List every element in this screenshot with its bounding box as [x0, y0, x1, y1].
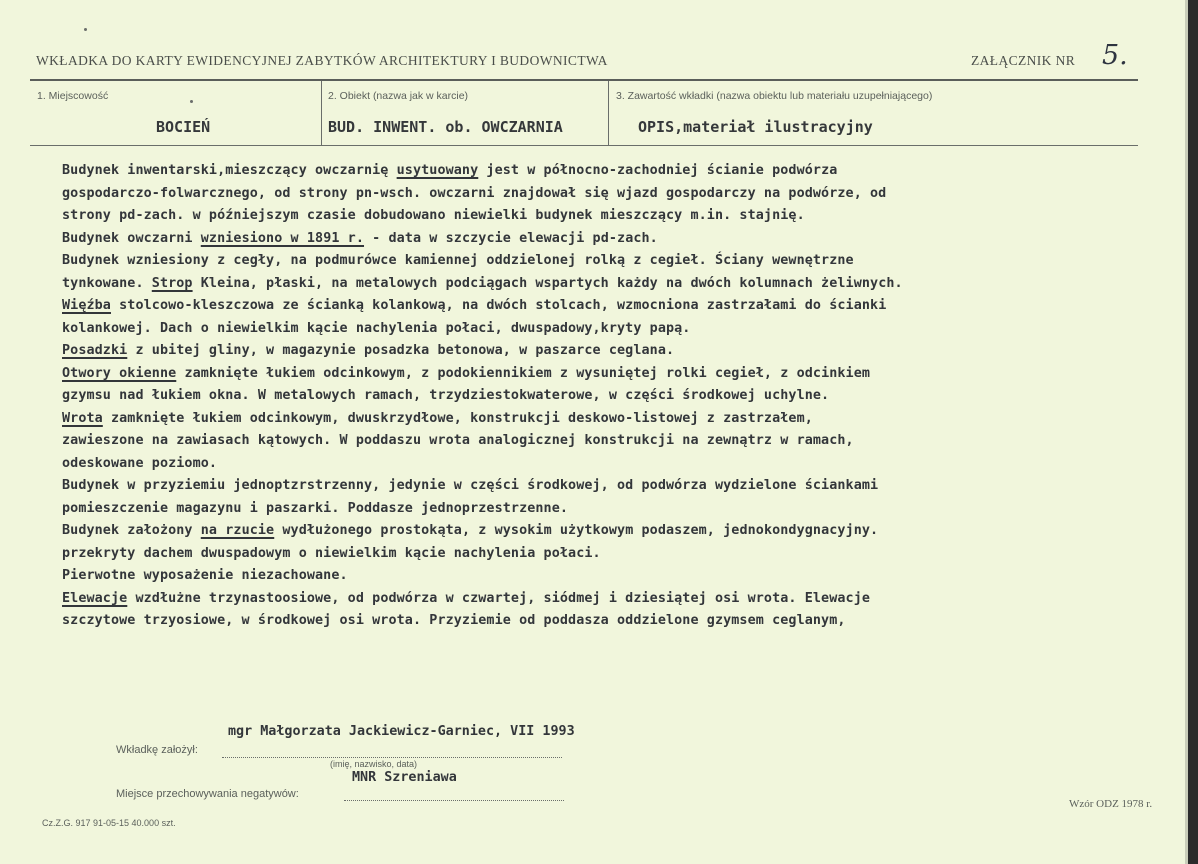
text-line-19: Pierwotne wyposażenie niezachowane. — [62, 568, 348, 583]
term-location: usytuowany — [396, 163, 479, 178]
object-value: BUD. INWENT. ob. OWCZARNIA — [328, 118, 563, 136]
text-line-12: Wrota zamknięte łukiem odcinkowym, dwuskrzydłowe, konstrukcji deskowo-listowej z zastrzałem, — [62, 410, 813, 426]
term-erected: wzniesiono w 1891 r. — [200, 230, 365, 246]
annex-label: ZAŁĄCZNIK NR — [971, 53, 1076, 68]
text-line-2: gospodarczo-folwarcznego, od strony pn-wsch. owczarni znajdował się wjazd gospodarczy na podwórze, od — [62, 185, 887, 201]
object-label: 2. Obiekt (nazwa jak w karcie) — [328, 90, 469, 102]
field-divider-1 — [321, 81, 322, 145]
negatives-value: MNR Szreniawa — [352, 770, 457, 785]
text-line-15: Budynek w przyziemiu jednoptzrstrzenny, jedynie w części środkowej, od podwórza wydzielone ściankami — [62, 478, 879, 493]
text-line-3: strony pd-zach. w późniejszym czasie dobudowano niewielki budynek mieszczący m.in. stajnię. — [62, 208, 805, 223]
text-line-14: odeskowane poziomo. — [62, 455, 218, 471]
locality-value: BOCIEŃ — [156, 118, 211, 136]
scan-speck — [190, 100, 193, 103]
fields-rule — [30, 145, 1138, 146]
form-title: WKŁADKA DO KARTY EWIDENCYJNEJ ZABYTKÓW ARCHITEKTURY I BUDOWNICTWA — [36, 53, 608, 68]
text-line-16: pomieszczenie magazynu i paszarki. Poddasze jednoprzestrzenne. — [62, 500, 569, 516]
text-line-13: zawieszone na zawiasach kątowych. W poddaszu wrota analogicznej konstrukcji na zewnątrz w ramach, — [62, 433, 854, 448]
text-line-7: Więźba stolcowo-kleszczowa ze ścianką kolankową, na dwóch stolcach, wzmocniona zastrzałami do ścianki — [62, 298, 887, 313]
text-line-8: kolankowej. Dach o niewielkim kącie nachylenia połaci, dwuspadowy,kryty papą. — [62, 320, 691, 336]
annex-number: 5. — [1102, 40, 1128, 71]
term-floors: Posadzki — [62, 343, 128, 358]
term-elevations: Elewacje — [62, 590, 128, 606]
text-line-18: przekryty dachem dwuspadowym o niewielkim kącie nachylenia połaci. — [62, 545, 601, 561]
negatives-line — [344, 800, 564, 801]
locality-label: 1. Miejscowość — [37, 90, 109, 102]
term-ceiling: Strop — [151, 275, 193, 291]
prepared-by-hint: (imię, nazwisko, data) — [330, 759, 418, 769]
text-line-10: Otwory okienne zamknięte łukiem odcinkowym, z podokiennikiem z wysuniętej rolki cegieł, z odcinkiem — [62, 365, 871, 381]
prepared-by-label: Wkładkę założył: — [116, 744, 198, 756]
text-line-9: Posadzki z ubitej gliny, w magazynie posadzka betonowa, w paszarce ceglana. — [62, 343, 675, 358]
prepared-by-line — [222, 757, 562, 758]
term-gates: Wrota — [62, 410, 103, 426]
content-label: 3. Zawartość wkładki (nazwa obiektu lub materiału uzupełniającego) — [616, 90, 933, 102]
text-line-11: gzymsu nad łukiem okna. W metalowych ramach, trzydziestokwaterowe, w części środkowej uchylne. — [62, 388, 830, 403]
field-divider-2 — [608, 81, 609, 145]
text-line-21: szczytowe trzyosiowe, w środkowej osi wrota. Przyziemie od poddasza oddzielone gzymsem ceglanym, — [62, 613, 846, 628]
term-plan: na rzucie — [200, 523, 275, 538]
description-text — [62, 160, 1142, 633]
form-template-mark: Wzór ODZ 1978 r. — [1069, 798, 1153, 810]
text-line-4: Budynek owczarni wzniesiono w 1891 r. - data w szczycie elewacji pd-zach. — [62, 230, 658, 246]
text-line-17: Budynek założony na rzucie wydłużonego prostokąta, z wysokim użytkowym podaszem, jednokondygnacyjny. — [62, 523, 879, 538]
term-truss: Więźba — [62, 298, 111, 313]
print-code: Cz.Z.G. 917 91-05-15 40.000 szt. — [42, 818, 176, 828]
negatives-label: Miejsce przechowywania negatywów: — [116, 788, 299, 800]
text-line-20: Elewacje wzdłużne trzynastoosiowe, od podwórza w czwartej, siódmej i dziesiątej osi wrota. Elewacje — [62, 590, 871, 606]
content-value: OPIS,materiał ilustracyjny — [638, 118, 873, 136]
prepared-by-value: mgr Małgorzata Jackiewicz-Garniec, VII 1993 — [228, 724, 575, 739]
text-line-5: Budynek wzniesiony z cegły, na podmurówce kamiennej oddzielonej rolką z cegieł. Ściany wewnętrzne — [62, 253, 854, 268]
scan-speck — [84, 28, 87, 31]
text-line-6: tynkowane. Strop Kleina, płaski, na metalowych podciągach wspartych każdy na dwóch kolumnach żeliwnych. — [62, 275, 903, 291]
header-rule — [30, 79, 1138, 81]
term-windows: Otwory okienne — [62, 365, 177, 381]
text-line-1: Budynek inwentarski,mieszczący owczarnię usytuowany jest w północno-zachodniej ścianie podwórza — [62, 163, 838, 178]
scan-border — [1188, 0, 1198, 864]
